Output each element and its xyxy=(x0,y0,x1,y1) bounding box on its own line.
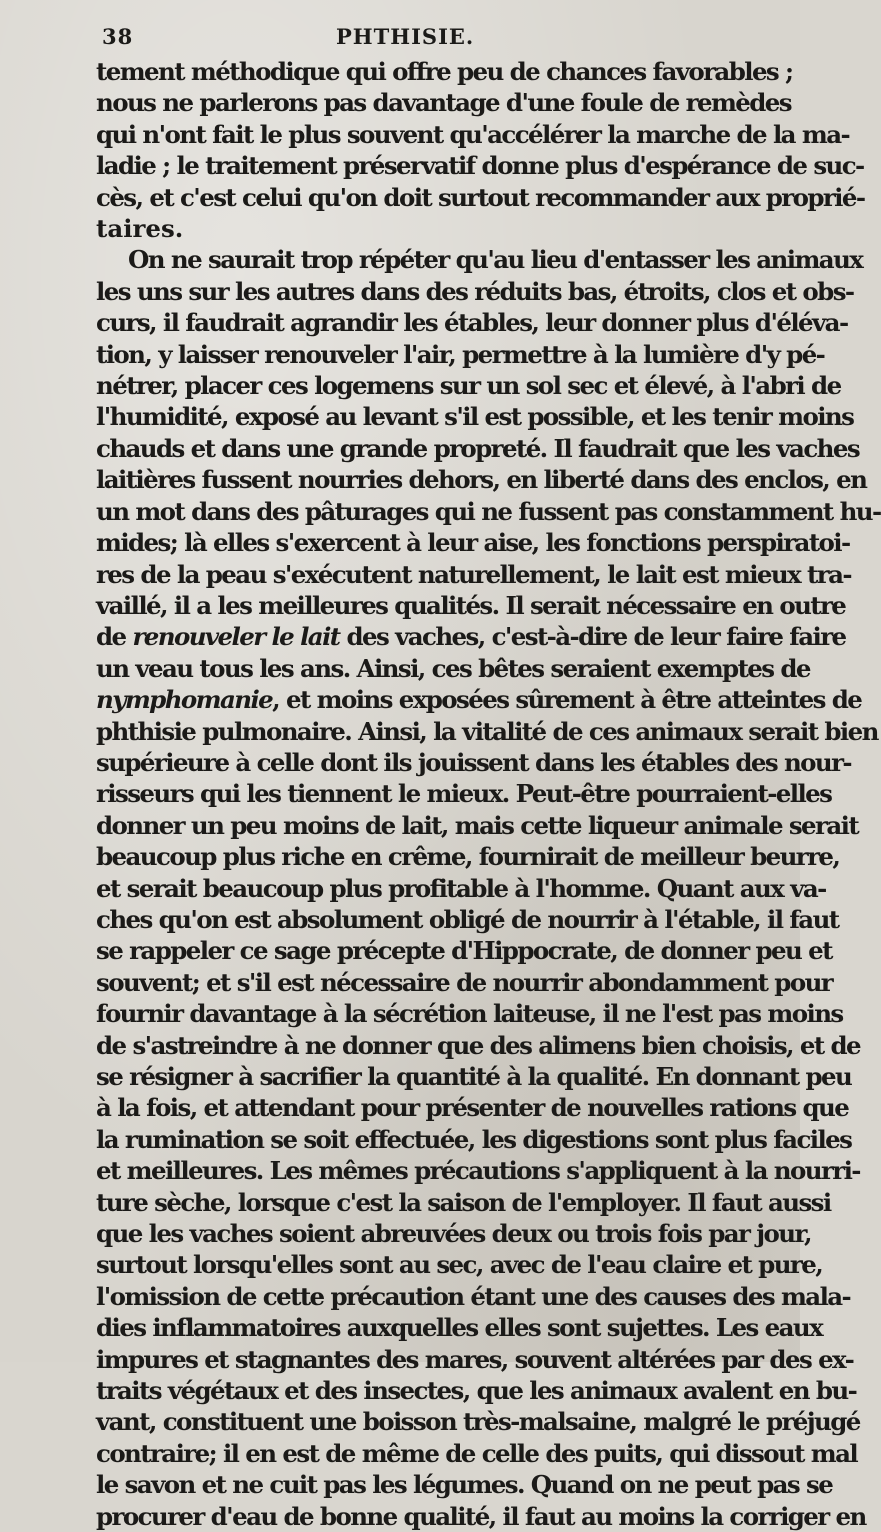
text-line: nous ne parlerons pas davantage d'une foule de remèdes xyxy=(96,88,791,118)
text-line: de s'astreindre à ne donner que des alimens bien choisis, et de xyxy=(96,1030,861,1060)
text-line: chauds et dans une grande propreté. Il faudrait que les vaches xyxy=(96,433,860,463)
text-line: qui n'ont fait le plus souvent qu'accélérer la marche de la ma- xyxy=(96,119,850,149)
text-line: et serait beaucoup plus profitable à l'homme. Quant aux va- xyxy=(96,873,826,903)
text-line: surtout lorsqu'elles sont au sec, avec de l'eau claire et pure, xyxy=(96,1250,823,1280)
text-line: l'omission de cette précaution étant une des causes des mala- xyxy=(96,1281,851,1311)
text-line: contraire; il en est de même de celle des puits, qui dissout mal xyxy=(96,1438,858,1468)
text-line: supérieure à celle dont ils jouissent dans les étables des nour- xyxy=(96,747,852,777)
text-line: les uns sur les autres dans des réduits bas, étroits, clos et obs- xyxy=(96,276,854,306)
emphasis-text: nymphomanie xyxy=(96,685,273,715)
text-line: taires. xyxy=(96,214,184,244)
text-line: nétrer, placer ces logemens sur un sol sec et élevé, à l'abri de xyxy=(96,371,841,401)
text-line: de renouveler le lait des vaches, c'est-à-dire de leur faire faire xyxy=(96,622,846,652)
running-title: PHTHISIE. xyxy=(336,24,475,49)
text-line: ches qu'on est absolument obligé de nourrir à l'étable, il faut xyxy=(96,904,839,934)
page-number: 38 xyxy=(102,24,134,49)
paragraph-start-line: On ne saurait trop répéter qu'au lieu d'entasser les animaux xyxy=(128,245,863,275)
body-text xyxy=(96,56,881,1532)
text-line: et meilleures. Les mêmes précautions s'appliquent à la nourri- xyxy=(96,1156,860,1186)
text-line: donner un peu moins de lait, mais cette liqueur animale serait xyxy=(96,810,859,840)
text-line: res de la peau s'exécutent naturellement, le lait est mieux tra- xyxy=(96,559,851,589)
text-line: se résigner à sacrifier la quantité à la qualité. En donnant peu xyxy=(96,1062,852,1091)
text-line: risseurs qui les tiennent le mieux. Peut-être pourraient-elles xyxy=(96,779,832,809)
text-line: se rappeler ce sage précepte d'Hippocrate, de donner peu et xyxy=(96,936,832,966)
text-line: le savon et ne cuit pas les légumes. Quand on ne peut pas se xyxy=(96,1470,833,1500)
text-line: laitières fussent nourries dehors, en liberté dans des enclos, en xyxy=(96,465,867,495)
text-line: vant, constituent une boisson très-malsaine, malgré le préjugé xyxy=(96,1407,860,1437)
text-line: un mot dans des pâturages qui ne fussent pas constamment hu- xyxy=(96,496,881,526)
text-line: mides; là elles s'exercent à leur aise, les fonctions perspiratoi- xyxy=(96,528,850,558)
text-line: cès, et c'est celui qu'on doit surtout recommander aux proprié- xyxy=(96,182,865,212)
text-line: curs, il faudrait agrandir les étables, leur donner plus d'éléva- xyxy=(96,308,848,338)
text-line: ladie ; le traitement préservatif donne plus d'espérance de suc- xyxy=(96,151,864,181)
text-line: impures et stagnantes des mares, souvent altérées par des ex- xyxy=(96,1344,854,1374)
running-head xyxy=(96,24,768,56)
text-line: fournir davantage à la sécrétion laiteuse, il ne l'est pas moins xyxy=(96,999,843,1029)
text-line: l'humidité, exposé au levant s'il est possible, et les tenir moins xyxy=(96,402,854,432)
text-line: à la fois, et attendant pour présenter de nouvelles rations que xyxy=(96,1093,849,1123)
text-line: nymphomanie, et moins exposées sûrement à être atteintes de xyxy=(96,685,862,715)
text-line: un veau tous les ans. Ainsi, ces bêtes seraient exemptes de xyxy=(96,653,810,683)
emphasis-text: renouveler le lait xyxy=(132,622,340,652)
text-line: procurer d'eau de bonne qualité, il faut au moins la corriger en xyxy=(96,1501,866,1531)
text-line: ture sèche, lorsque c'est la saison de l'employer. Il faut aussi xyxy=(96,1187,831,1217)
text-line: phthisie pulmonaire. Ainsi, la vitalité de ces animaux serait bien xyxy=(96,716,878,746)
text-line: traits végétaux et des insectes, que les animaux avalent en bu- xyxy=(96,1376,857,1406)
text-line: tement méthodique qui offre peu de chances favorables ; xyxy=(96,57,793,86)
text-line: que les vaches soient abreuvées deux ou trois fois par jour, xyxy=(96,1219,811,1249)
text-line: tion, y laisser renouveler l'air, permettre à la lumière d'y pé- xyxy=(96,339,825,369)
text-line: vaillé, il a les meilleures qualités. Il serait nécessaire en outre xyxy=(96,590,846,620)
text-line: la rumination se soit effectuée, les digestions sont plus faciles xyxy=(96,1124,852,1154)
text-line: dies inflammatoires auxquelles elles sont sujettes. Les eaux xyxy=(96,1313,823,1343)
text-line: beaucoup plus riche en crême, fournirait de meilleur beurre, xyxy=(96,842,840,872)
text-line: souvent; et s'il est nécessaire de nourrir abondamment pour xyxy=(96,967,833,997)
